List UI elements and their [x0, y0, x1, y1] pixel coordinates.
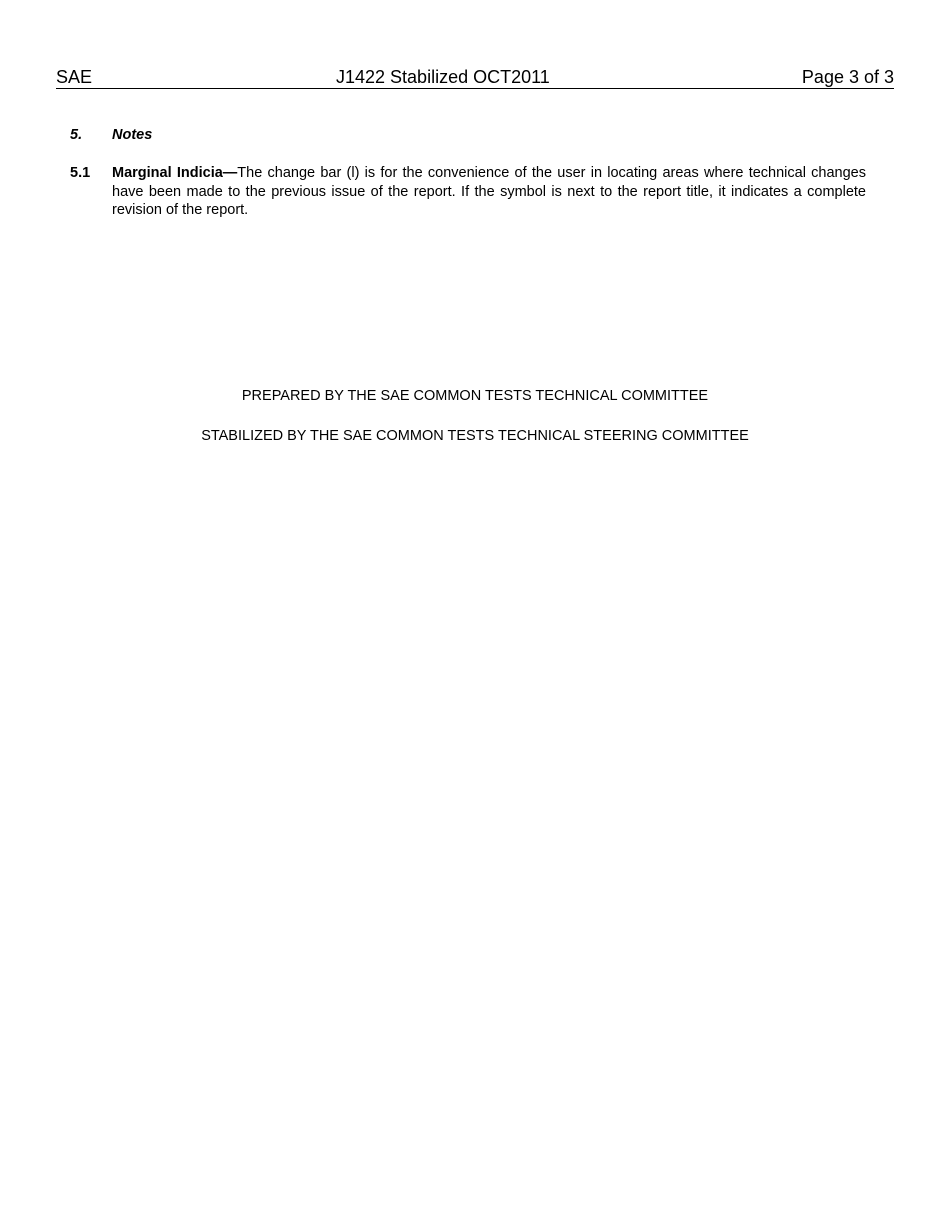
prepared-by-statement: PREPARED BY THE SAE COMMON TESTS TECHNICAL COMMITTEE: [241, 388, 709, 404]
page-header: [56, 66, 894, 89]
header-document-id: J1422 Stabilized OCT2011: [336, 67, 550, 87]
clause-paragraph: [112, 164, 866, 220]
clause-text: The change bar (l) is for the convenience of the user in locating areas where technical changes have been made to the previous issue of the report. If the symbol is next to the report title, it indicates a complete revision of the report.: [112, 165, 866, 219]
clause-lead: Marginal Indicia—: [112, 165, 238, 181]
header-page-number: Page 3 of 3: [801, 67, 894, 87]
section-number: 5.: [70, 127, 83, 143]
section-title: Notes: [112, 127, 153, 143]
header-org: SAE: [56, 67, 93, 87]
stabilized-by-statement: STABILIZED BY THE SAE COMMON TESTS TECHNICAL STEERING COMMITTEE: [201, 428, 749, 444]
clause-number: 5.1: [70, 165, 91, 181]
